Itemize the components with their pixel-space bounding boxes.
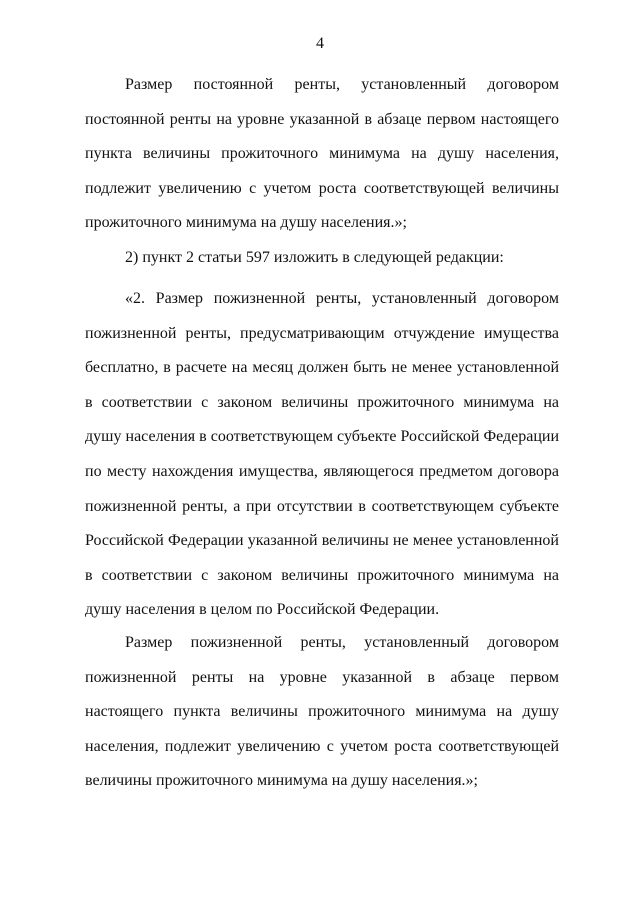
paragraph-constant-rent-indexation: Размер постоянной ренты, установленный договором постоянной ренты на уровне указанной в абзаце первом настоящего пункта величины прожиточного минимума на душу населения, подлежит увеличению с учетом роста соответствующей величины прожиточного минимума на душу населения.»;	[85, 76, 559, 232]
paragraph-lifetime-rent-indexation: Размер пожизненной ренты, установленный договором пожизненной ренты на уровне указанной в абзаце первом настоящего пункта величины прожиточного минимума на душу населения, подлежит увеличению с учетом роста соответствующей величины прожиточного минимума на душу населения.»;	[85, 634, 559, 790]
paragraph-lifetime-rent-minimum: «2. Размер пожизненной ренты, установленный договором пожизненной ренты, предусматривающим отчуждение имущества бесплатно, в расчете на месяц должен быть не менее установленной в соответствии с законом величины прожиточного минимума на душу населения в соответствующем субъекте Российской Федерации по месту нахождения имущества, являющегося предметом договора пожизненной ренты, а при отсутствии в соответствующем субъекте Российской Федерации указанной величины не менее установленной в соответствии с законом величины прожиточного минимума на душу населения в целом по Российской Федерации.	[85, 290, 559, 619]
page-number: 4	[316, 35, 324, 52]
paragraph-amendment-item: 2) пункт 2 статьи 597 изложить в следующей редакции:	[125, 249, 504, 266]
